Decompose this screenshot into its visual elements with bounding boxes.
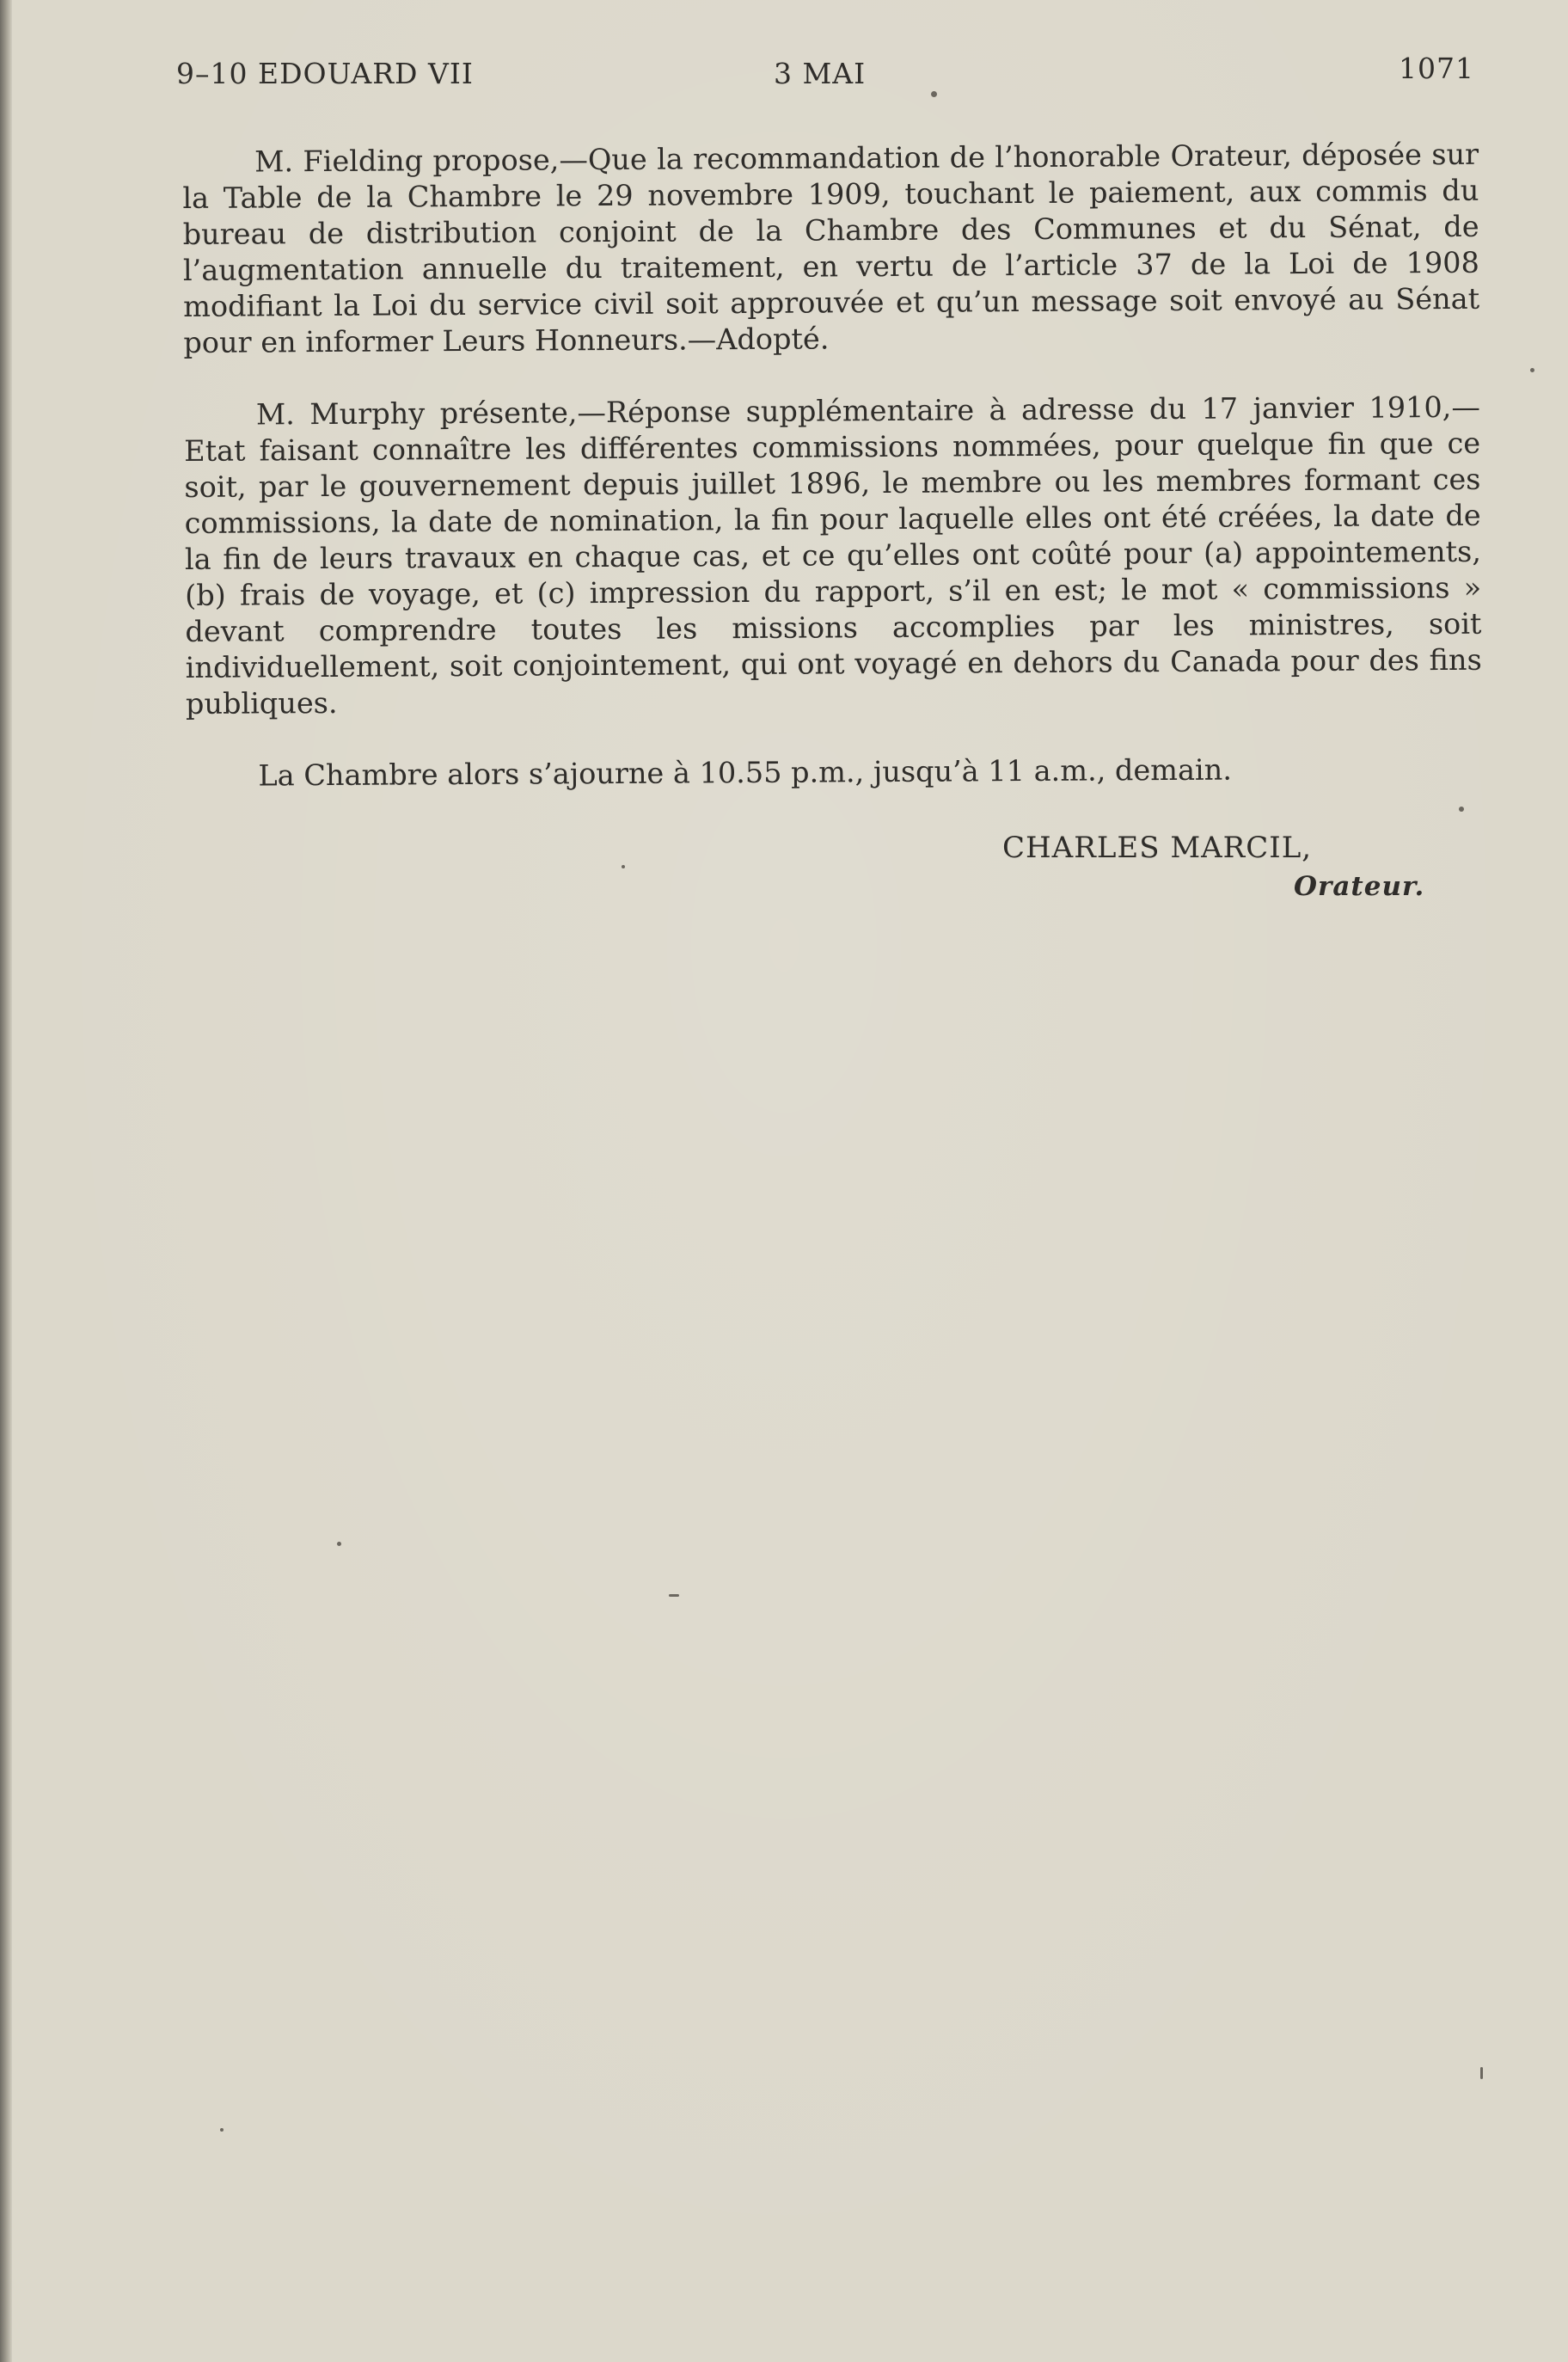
paper-speck: [931, 91, 937, 97]
paragraph-adjournment: La Chambre alors s’ajourne à 10.55 p.m., jusqu’à 11 a.m., demain.: [258, 752, 1233, 793]
page-number: 1071: [1399, 52, 1474, 85]
paragraph-fielding-motion: M. Fielding propose,—Que la recommandation de l’honorable Orateur, déposée sur la Table de la Chambre le 29 novembre 1909, touchant le paiement, aux commis du bureau de distribution conjoint de la Chambre des Communes et du Sénat, de l’augmentation annuelle du traitement, en vertu de l’article 37 de la Loi de 1908 modifiant la Loi du service civil soit approuvée et qu’un message soit envoyé au Sénat pour en informer Leurs Honneurs.—Adopté.: [182, 137, 1480, 359]
signature-name: CHARLES MARCIL,: [1002, 831, 1313, 865]
paper-speck: [337, 1542, 341, 1546]
paper-speck: [1480, 2067, 1483, 2079]
header-session: 9–10 EDOUARD VII: [176, 57, 474, 90]
header-date: 3 MAI: [774, 57, 867, 90]
signature-title: Orateur.: [1294, 871, 1425, 902]
binding-edge: [0, 0, 12, 2362]
paper-speck: [622, 865, 625, 868]
journal-body: [182, 137, 1483, 831]
paper-speck: [220, 2128, 224, 2132]
paper-speck: [1530, 368, 1534, 372]
paragraph-murphy-return: M. Murphy présente,—Réponse supplémentaire à adresse du 17 janvier 1910,—Etat faisant connaître les différentes commissions nommées, pour quelque fin que ce soit, par le gouvernement depuis juillet 1896, le membre ou les membres formant ces commissions, la date de nomination, la fin pour laquelle elles ont été créées, la date de la fin de leurs travaux en chaque cas, et ce qu’elles ont coûté pour (a) appointements, (b) frais de voyage, et (c) impression du rapport, s’il en est; le mot « commissions » devant comprendre toutes les missions accomplies par les ministres, soit individuellement, soit conjointement, qui ont voyagé en dehors du Canada pour des fins publiques.: [184, 390, 1482, 721]
paper-speck: [1459, 807, 1464, 812]
page-header: [176, 52, 1474, 95]
paper-speck: [669, 1594, 679, 1597]
